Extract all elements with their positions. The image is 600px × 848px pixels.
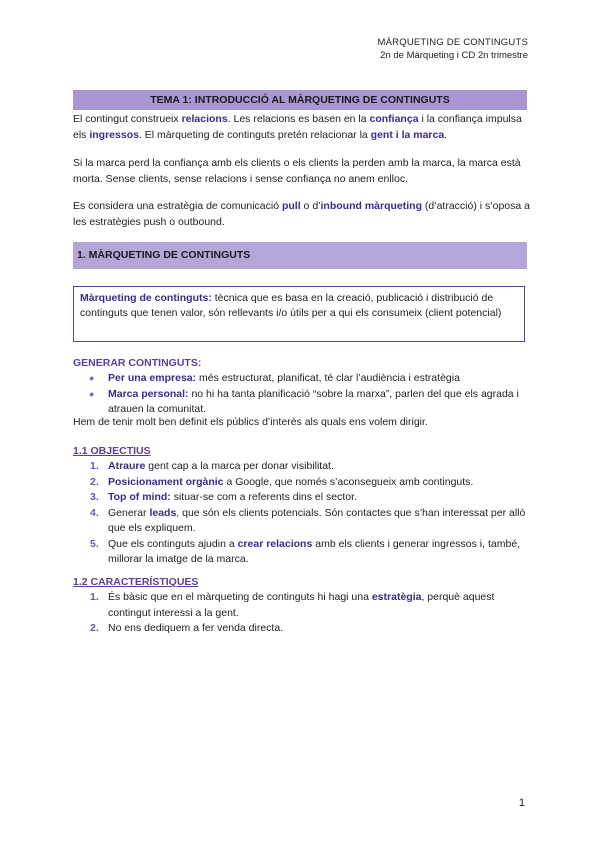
objectius-list [73, 459, 533, 568]
generar-list [73, 371, 533, 418]
generar-heading: GENERAR CONTINGUTS: [73, 357, 202, 369]
section-heading: 1. MÀRQUETING DE CONTINGUTS [73, 242, 527, 269]
list-item: 1. És bàsic que en el màrqueting de continguts hi hagi una estratègia, perquè aquest contingut interessi a la gent. [90, 591, 495, 619]
intro-paragraph-3: Es considera una estratègia de comunicació pull o d’inbound màrqueting (d’atracció) i s’oposa a les estratègies push o outbound. [73, 200, 530, 228]
bullet-icon: ● [89, 388, 95, 399]
generar-note: Hem de tenir molt ben definit els públics d’interès als quals ens volem dirigir. [73, 416, 428, 428]
intro-paragraph-1: El contingut construeix relacions. Les relacions es basen en la confiança i la confiança impulsa els ingressos. El màrqueting de continguts pretén relacionar la gent i la marca. [73, 113, 522, 141]
page-number: 1 [518, 797, 525, 809]
list-item: 5. Que els continguts ajudin a crear relacions amb els clients i generar ingressos i, també, millorar la imatge de la marca. [90, 537, 521, 565]
list-item: 1. Atraure gent cap a la marca per donar visibilitat. [90, 460, 334, 472]
bullet-icon: ● [89, 373, 95, 383]
definition-box [73, 286, 525, 342]
objectius-heading: 1.1 OBJECTIUS [73, 445, 151, 457]
header-course-title: MÀRQUETING DE CONTINGUTS [377, 37, 528, 48]
list-item: 3. Top of mind: situar-se com a referents dins el sector. [90, 491, 357, 503]
definition-term: Màrqueting de continguts: [80, 292, 212, 304]
list-item: 2. No ens dediquem a fer venda directa. [90, 622, 284, 634]
list-item: ● Per una empresa: més estructurat, planificat, té clar l’audiència i estratègia [73, 371, 533, 387]
header-course-subtitle: 2n de Màrqueting i CD 2n trimestre [380, 50, 528, 61]
caracteristiques-heading: 1.2 CARACTERÍSTIQUES [73, 576, 199, 588]
list-item: ● Marca personal: no hi ha tanta planificació “sobre la marxa”, parlen del que els agrada i atrauen la comunitat. [89, 387, 519, 415]
definition-text: tècnica que es basa en la creació, publicació i distribució de continguts que tenen valor, són rellevants i/o útils per a qui els consumeix (client potencial) [80, 292, 502, 319]
topic-title: TEMA 1: INTRODUCCIÓ AL MÀRQUETING DE CONTINGUTS [73, 90, 527, 110]
list-item: 2. Posicionament orgànic a Google, que només s’aconsegueix amb continguts. [90, 475, 474, 488]
caracteristiques-list [73, 590, 533, 637]
intro-paragraph-2: Si la marca perd la confiança amb els clients o els clients la perden amb la marca, la marca està morta. Sense clients, sense relacions i sense confiança no anem enlloc. [73, 157, 521, 185]
list-item: 4. Generar leads, que són els clients potencials. Són contactes que s’han interessat per allò que els expliquem. [90, 506, 526, 534]
